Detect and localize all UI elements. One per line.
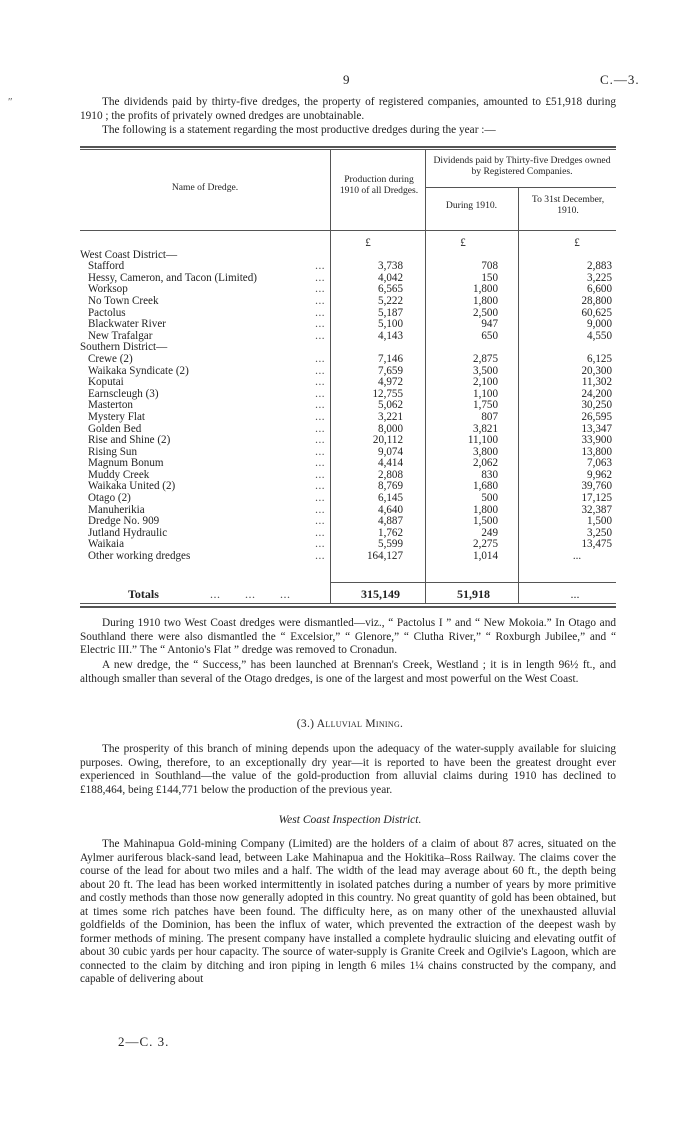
cell-production: 4,042 xyxy=(378,271,403,284)
cell-to-date: 4,550 xyxy=(587,329,612,342)
leader-dots: ... xyxy=(315,283,325,296)
dredge-name: New Trafalgar xyxy=(88,329,153,342)
totals-dots: ... ... ... xyxy=(210,587,291,601)
intro-paragraph-2: The following is a statement regarding the most productive dredges during the year :— xyxy=(102,124,496,136)
leader-dots: ... xyxy=(315,434,325,447)
dredge-name: Crewe (2) xyxy=(88,352,133,365)
table-top-rule xyxy=(80,146,616,148)
dredge-name: Stafford xyxy=(88,260,125,273)
cell-production: 5,062 xyxy=(378,399,403,412)
cell-during: 2,275 xyxy=(473,538,498,551)
totals-production: 315,149 xyxy=(361,587,400,601)
column-divider xyxy=(330,150,331,603)
cell-during: 650 xyxy=(481,329,498,342)
cell-production: 5,599 xyxy=(378,538,403,551)
leader-dots: ... xyxy=(315,422,325,435)
dredge-name: Golden Bed xyxy=(88,422,142,435)
leader-dots: ... xyxy=(315,364,325,377)
leader-dots: ... xyxy=(315,329,325,342)
cell-during: 11,100 xyxy=(467,434,498,447)
cell-production: 2,808 xyxy=(378,468,403,481)
cell-to-date: 30,250 xyxy=(581,399,612,412)
section-heading-west-coast: West Coast Inspection District. xyxy=(278,814,422,826)
intro-paragraph: The dividends paid by thirty-five dredges, the property of registered companies, amounted to £51,918 during 1910 ; the profits of privately owned dredges are unobtainable. xyxy=(80,96,616,122)
header-subrule xyxy=(425,187,616,188)
leader-dots: ... xyxy=(315,387,325,400)
cell-production: 8,769 xyxy=(378,480,403,493)
leader-dots: ... xyxy=(315,445,325,458)
dredge-name: No Town Creek xyxy=(88,294,159,307)
cell-during: 708 xyxy=(481,260,498,273)
cell-production: 6,565 xyxy=(378,283,403,296)
cell-to-date: 60,625 xyxy=(581,306,612,319)
cell-to-date: 3,225 xyxy=(587,271,612,284)
cell-to-date: 39,760 xyxy=(581,480,612,493)
dredge-name: Masterton xyxy=(88,399,133,412)
leader-dots: ... xyxy=(315,515,325,528)
dredge-name: Hessy, Cameron, and Tacon (Limited) xyxy=(88,271,257,284)
cell-production: 3,221 xyxy=(378,410,403,423)
cell-to-date: 2,883 xyxy=(587,260,612,273)
leader-dots: ... xyxy=(315,480,325,493)
cell-to-date: 28,800 xyxy=(581,294,612,307)
margin-mark: ″ xyxy=(8,96,13,108)
currency-symbol: £ xyxy=(365,237,371,249)
leader-dots: ... xyxy=(315,260,325,273)
alluvial-paragraph: The prosperity of this branch of mining depends upon the adequacy of the water-supply available for sluicing purposes. Owing, therefore, to an exceptionally dry year—it is reported to have been the greatest drought ever experienced in Southland—the value of the gold-production from alluvial claims during 1910 has declined to £188,464, being £144,771 below the production of the previous year. xyxy=(80,743,616,796)
dredge-name: Magnum Bonum xyxy=(88,457,164,470)
dismantled-paragraph: During 1910 two West Coast dredges were dismantled—viz., “ Pactolus I ” and “ New Mokoia.” In Otago and Southland there were also dismantled the “ Excelsior,” “ Glenore,” “ Clutha River,” “ Roxburgh Jubilee,” and “ Electric III.” The “ Antonio's Flat ” dredge was removed to Cronadun. xyxy=(80,617,616,656)
cell-during: 3,500 xyxy=(473,364,498,377)
cell-to-date: 13,475 xyxy=(581,538,612,551)
leader-dots: ... xyxy=(315,468,325,481)
header-to-date: To 31st December, 1910. xyxy=(531,194,605,216)
cell-production: 3,738 xyxy=(378,260,403,273)
leader-dots: ... xyxy=(315,526,325,539)
page-number: 9 xyxy=(343,72,350,87)
cell-to-date: 24,200 xyxy=(581,387,612,400)
header-during-1910: During 1910. xyxy=(445,200,498,211)
cell-during: 947 xyxy=(481,318,498,331)
cell-to-date: 1,500 xyxy=(587,515,612,528)
cell-production: 7,146 xyxy=(378,352,403,365)
leader-dots: ... xyxy=(315,376,325,389)
totals-label: Totals xyxy=(128,587,159,601)
cell-production: 6,145 xyxy=(378,492,403,505)
cell-production: 12,755 xyxy=(372,387,403,400)
cell-during: 807 xyxy=(481,410,498,423)
cell-during: 2,100 xyxy=(473,376,498,389)
dredge-name: Muddy Creek xyxy=(88,468,150,481)
cell-during: 1,800 xyxy=(473,294,498,307)
table-bottom-rule xyxy=(80,603,616,604)
currency-symbol: £ xyxy=(574,237,580,249)
cell-production: 8,000 xyxy=(378,422,403,435)
district-name: West Coast District— xyxy=(80,248,178,261)
dredge-name: Worksop xyxy=(88,283,128,296)
cell-to-date: 6,125 xyxy=(587,352,612,365)
cell-during: 2,062 xyxy=(473,457,498,470)
mahinapua-paragraph: The Mahinapua Gold-mining Company (Limited) are the holders of a claim of about 87 acres, situated on the Aylmer auriferous black-sand lead, between Lake Mahinapua and the Hokitika–Ross Railway. The claims cover the course of the lead for about two miles and a half. The width of the lead may average about 60 ft., the depth being about 20 ft. The lead has been worked intermittently in isolated patches during a number of years by more primitive and costly methods than those now generally adopted in this country. No great quantity of gold has been obtained, but at times some rich patches have been found. The difficulty here, as on many other of the unexhausted alluvial goldfields of the Dominion, has been the influx of water, which prevented the extraction of the deepest wash by former methods of mining. The present company have installed a complete hydraulic sluicing and elevating outfit of about 30 cubic yards per hour capacity. The source of water-supply is Granite Creek and Ogilvie's Lagoon, which are connected to the claim by ditching and iron piping in length 6 miles 1¼ chains constructed by the company, and capable of delivering about xyxy=(80,838,616,985)
dredge-name: Manuherikia xyxy=(88,503,145,516)
cell-during: 150 xyxy=(481,271,498,284)
cell-to-date: 13,347 xyxy=(581,422,612,435)
dredge-name: Other working dredges xyxy=(88,550,191,563)
dredge-name: Pactolus xyxy=(88,306,126,319)
cell-during: 1,800 xyxy=(473,503,498,516)
dredge-name: Waikaia xyxy=(88,538,125,551)
header-bottom-rule xyxy=(80,230,616,231)
cell-production: 4,887 xyxy=(378,515,403,528)
cell-to-date: 26,595 xyxy=(581,410,612,423)
page-reference: C.—3. xyxy=(600,72,640,87)
cell-to-date: 11,302 xyxy=(581,376,612,389)
cell-during: 830 xyxy=(481,468,498,481)
dredge-name: Mystery Flat xyxy=(88,410,146,423)
cell-production: 4,640 xyxy=(378,503,403,516)
cell-to-date: 3,250 xyxy=(587,526,612,539)
cell-production: 1,762 xyxy=(378,526,403,539)
dredge-name: Dredge No. 909 xyxy=(88,515,160,528)
header-name: Name of Dredge. xyxy=(171,182,239,193)
dredge-name: Koputai xyxy=(88,376,124,389)
dredge-name: Rise and Shine (2) xyxy=(88,434,171,447)
currency-symbol: £ xyxy=(460,237,466,249)
cell-during: 1,100 xyxy=(473,387,498,400)
cell-production: 5,187 xyxy=(378,306,403,319)
section-heading-alluvial: (3.) Alluvial Mining. xyxy=(296,718,404,730)
column-divider xyxy=(518,187,519,603)
totals-rule xyxy=(330,582,616,583)
leader-dots: ... xyxy=(315,538,325,551)
cell-to-date: 7,063 xyxy=(587,457,612,470)
cell-production: 4,972 xyxy=(378,376,403,389)
cell-during: 1,500 xyxy=(473,515,498,528)
leader-dots: ... xyxy=(315,503,325,516)
cell-during: 249 xyxy=(481,526,498,539)
cell-during: 1,014 xyxy=(473,550,498,563)
table-bottom-rule-2 xyxy=(80,606,616,608)
cell-to-date: 9,962 xyxy=(587,468,612,481)
cell-during: 1,800 xyxy=(473,283,498,296)
cell-production: 5,222 xyxy=(378,294,403,307)
dredge-name: Otago (2) xyxy=(88,492,131,505)
dredge-name: Rising Sun xyxy=(88,445,138,458)
cell-to-date: 33,900 xyxy=(581,434,612,447)
leader-dots: ... xyxy=(315,318,325,331)
cell-production: 164,127 xyxy=(366,550,403,563)
cell-during: 1,750 xyxy=(473,399,498,412)
leader-dots: ... xyxy=(315,306,325,319)
cell-production: 5,100 xyxy=(378,318,403,331)
cell-production: 7,659 xyxy=(378,364,403,377)
cell-to-date: 17,125 xyxy=(581,492,612,505)
table-top-rule-2 xyxy=(80,149,616,150)
cell-production: 4,143 xyxy=(378,329,403,342)
cell-to-date: 6,600 xyxy=(587,283,612,296)
totals-during: 51,918 xyxy=(457,587,490,601)
leader-dots: ... xyxy=(315,294,325,307)
header-production: Production during 1910 of all Dredges. xyxy=(339,174,419,196)
cell-during: 3,800 xyxy=(473,445,498,458)
cell-during: 2,875 xyxy=(473,352,498,365)
cell-production: 4,414 xyxy=(378,457,403,470)
column-divider xyxy=(425,150,426,603)
leader-dots: ... xyxy=(315,410,325,423)
success-dredge-paragraph: A new dredge, the “ Success,” has been launched at Brennan's Creek, Westland ; it is in length 96½ ft., and although smaller than several of the Otago dredges, is one of the largest and most powerful on the West Coast. xyxy=(80,659,616,685)
cell-to-date: 9,000 xyxy=(587,318,612,331)
header-dividends: Dividends paid by Thirty-five Dredges owned by Registered Companies. xyxy=(433,155,611,177)
cell-during: 1,680 xyxy=(473,480,498,493)
cell-production: 20,112 xyxy=(372,434,403,447)
dredge-name: Blackwater River xyxy=(88,318,166,331)
cell-to-date: 13,800 xyxy=(581,445,612,458)
cell-to-date: ... xyxy=(572,550,582,563)
footer-signature: 2—C. 3. xyxy=(118,1034,170,1049)
dredge-name: Earnscleugh (3) xyxy=(88,387,159,400)
cell-production: 9,074 xyxy=(378,445,403,458)
dredge-name: Waikaka United (2) xyxy=(88,480,176,493)
cell-to-date: 20,300 xyxy=(581,364,612,377)
totals-to-date: ... xyxy=(570,587,580,601)
leader-dots: ... xyxy=(315,550,325,563)
cell-to-date: 32,387 xyxy=(581,503,612,516)
cell-during: 2,500 xyxy=(473,306,498,319)
leader-dots: ... xyxy=(315,492,325,505)
district-name: Southern District— xyxy=(80,341,168,354)
leader-dots: ... xyxy=(315,352,325,365)
dredge-name: Jutland Hydraulic xyxy=(88,526,168,539)
leader-dots: ... xyxy=(315,399,325,412)
cell-during: 3,821 xyxy=(473,422,498,435)
leader-dots: ... xyxy=(315,457,325,470)
dredge-name: Waikaka Syndicate (2) xyxy=(88,364,189,377)
leader-dots: ... xyxy=(315,271,325,284)
cell-during: 500 xyxy=(481,492,498,505)
